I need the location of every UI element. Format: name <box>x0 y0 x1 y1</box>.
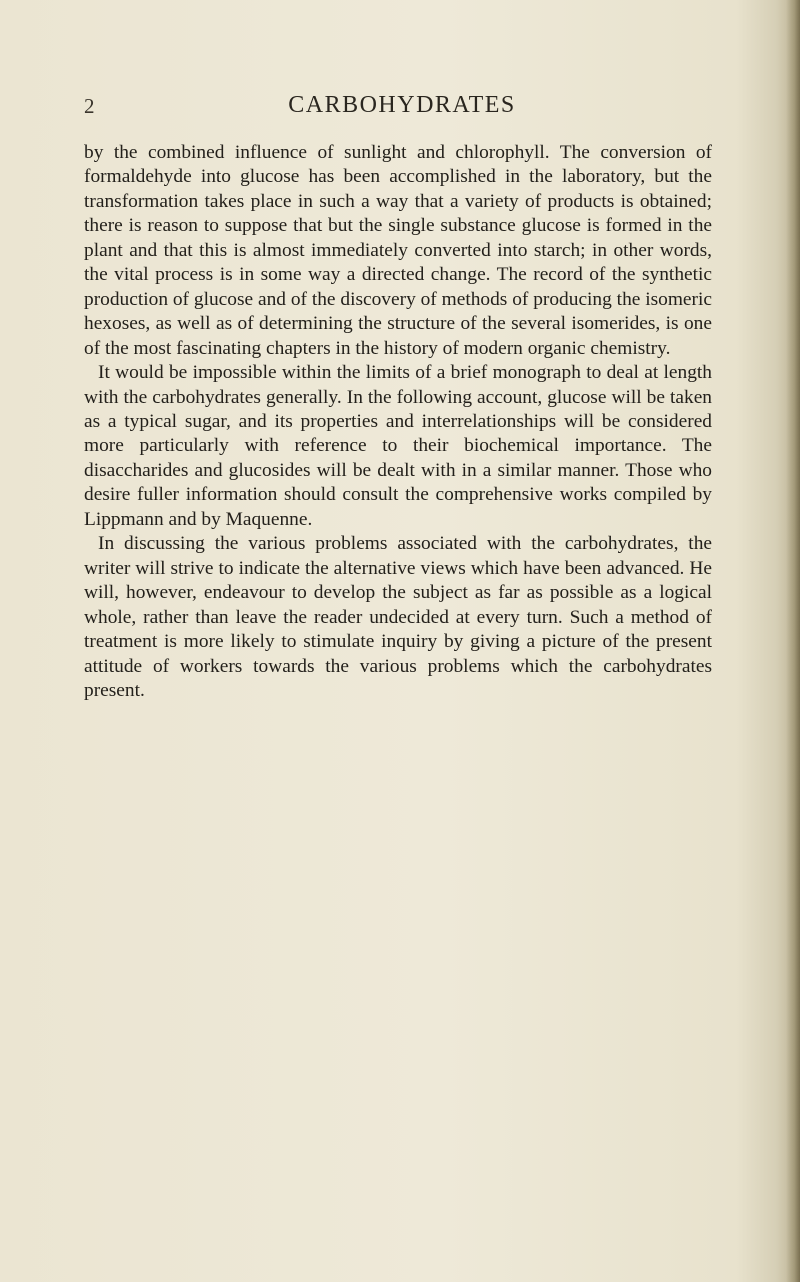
running-title: CARBOHYDRATES <box>288 92 516 118</box>
running-head <box>84 92 720 126</box>
paragraph-2: It would be impossible within the limits of a brief monograph to deal at length with the carbohydrates generally. In the following account, glucose will be taken as a typical sugar, and its properties and interrelationships will be considered more particularly with reference to their biochemical importance. The disaccharides and glucosides will be dealt with in a similar manner. Those who desire fuller information should consult the comprehensive works compiled by Lippmann and by Maquenne. <box>84 362 712 530</box>
body-text <box>84 141 712 703</box>
page-number: 2 <box>84 94 95 118</box>
page-edge-shadow <box>786 0 800 1282</box>
paragraph-1: by the combined influence of sunlight and chlorophyll. The conversion of formaldehyde into glucose has been accomplished in the laboratory, but the transformation takes place in such a way that a variety of products is obtained; there is reason to suppose that but the single substance glucose is formed in the plant and that this is almost immediately converted into starch; in other words, the vital process is in some way a directed change. The record of the synthetic production of glucose and of the discovery of methods of producing the isomeric hexoses, as well as of determining the structure of the several isomerides, is one of the most fascinating chapters in the history of modern organic chemistry. <box>84 142 712 359</box>
paragraph-3: In discussing the various problems associated with the carbohydrates, the writer will strive to indicate the alternative views which have been advanced. He will, however, endeavour to develop the subject as far as possible as a logical whole, rather than leave the reader undecided at every turn. Such a method of treatment is more likely to stimulate inquiry by giving a picture of the present attitude of workers towards the various problems which the carbohydrates present. <box>84 533 712 701</box>
